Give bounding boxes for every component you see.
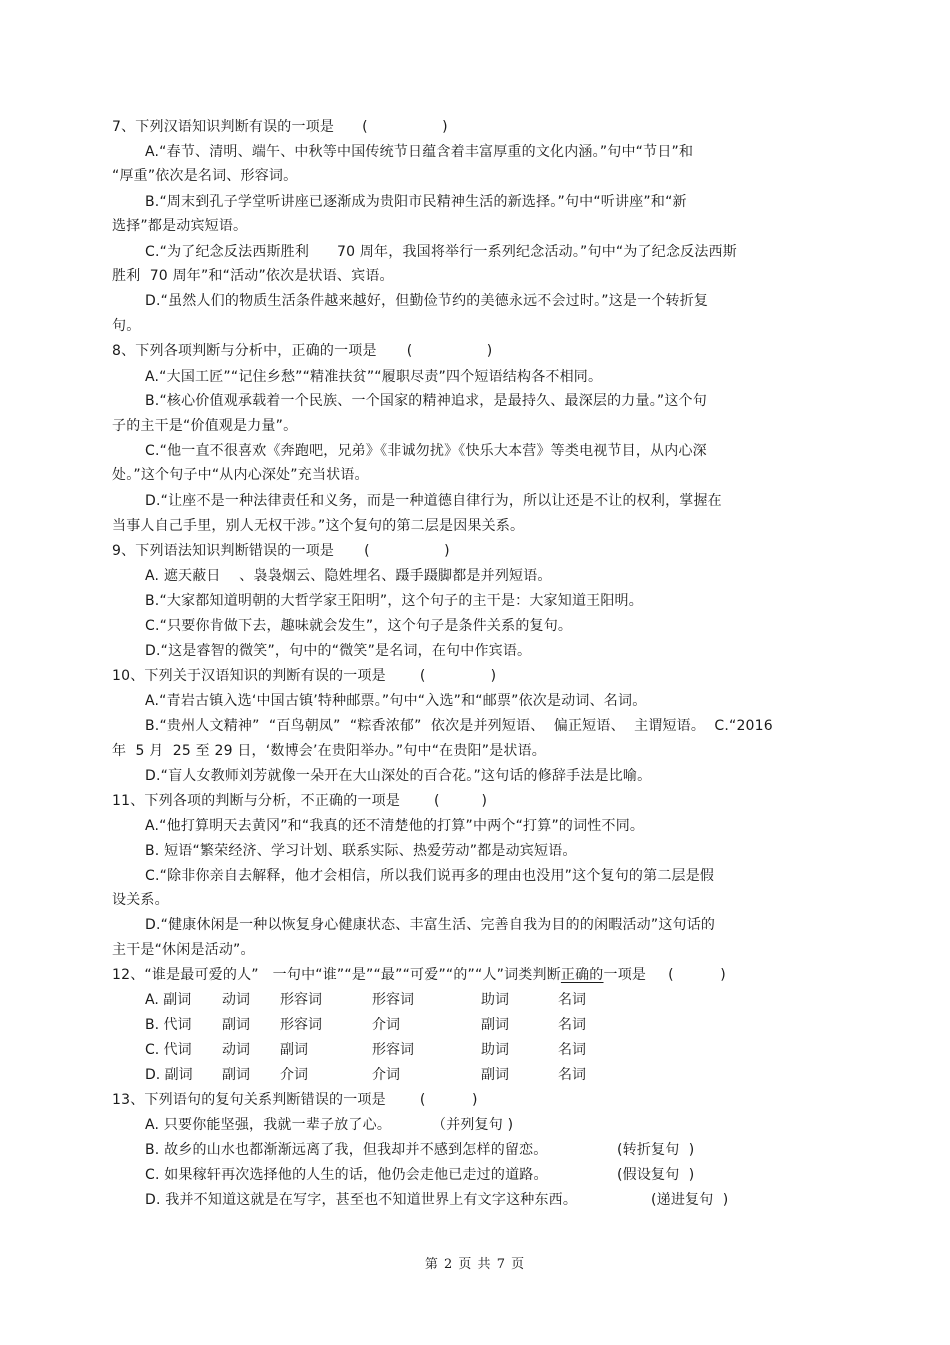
q7-answer-paren: ( )	[362, 119, 448, 135]
q12-b-col2: 副词	[222, 1017, 250, 1033]
q13-stem	[112, 1091, 478, 1109]
q13-option-b: B. 故乡的山水也都渐渐远离了我，但我却并不感到怎样的留恋。	[145, 1142, 548, 1158]
q12-c-col5: 助词	[481, 1042, 509, 1058]
page-number-footer: 第 2 页 共 7 页	[424, 1257, 526, 1272]
q7-option-c-cont: 胜利 70 周年”和“活动”依次是状语、宾语。	[112, 268, 394, 284]
q7-stem	[112, 118, 448, 136]
q13-option-c-tag: (假设复句 )	[617, 1167, 695, 1183]
q11-option-b: B. 短语“繁荣经济、学习计划、联系实际、热爱劳动”都是动宾短语。	[145, 843, 577, 859]
q9-option-a: A. 遮天蔽日 、袅袅烟云、隐姓埋名、蹑手蹑脚都是并列短语。	[145, 568, 552, 584]
q10-option-d: D.“盲人女教师刘芳就像一朵开在大山深处的百合花。”这句话的修辞手法是比喻。	[145, 768, 652, 784]
q11-option-d: D.“健康休闲是一种以恢复身心健康状态、丰富生活、完善自我为目的的闲暇活动”这句话的	[145, 917, 716, 933]
q12-stem-text: 12、“谁是最可爱的人” 一句中“谁”“是”“最”“可爱”“的”“人”词类判断	[112, 967, 561, 983]
q9-answer-paren: ( )	[364, 543, 450, 559]
q13-option-d: D. 我并不知道这就是在写字，甚至也不知道世界上有文字这种东西。	[145, 1192, 578, 1208]
q8-option-d: D.“让座不是一种法律责任和义务，而是一种道德自律行为，所以让还是不让的权利，掌握在	[145, 493, 722, 509]
q12-b-col3: 形容词	[280, 1017, 322, 1033]
q11-option-a: A.“他打算明天去黄冈”和“我真的还不清楚他的打算”中两个“打算”的词性不同。	[145, 818, 645, 834]
q7-option-a: A.“春节、清明、端午、中秋等中国传统节日蕴含着丰富厚重的文化内涵。”句中“节日”和	[145, 144, 694, 160]
q7-option-b: B.“周末到孔子学堂听讲座已逐渐成为贵阳市民精神生活的新选择。”句中“听讲座”和“新	[145, 194, 687, 210]
q7-option-d-cont: 句。	[112, 318, 141, 334]
q10-option-b: B.“贵州人文精神” “百鸟朝凤” “粽香浓郁” 依次是并列短语、 偏正短语、 主谓短语。 C.“2016	[145, 718, 773, 734]
q10-answer-paren: ( )	[419, 668, 497, 684]
q10-stem-text: 10、下列关于汉语知识的判断有误的一项是	[112, 668, 386, 684]
q10-option-a: A.“青岩古镇入选‘中国古镇’特种邮票。”句中“入选”和“邮票”依次是动词、名词。	[145, 693, 647, 709]
q10-stem	[112, 667, 496, 685]
q7-option-b-cont: 选择”都是动宾短语。	[112, 218, 248, 234]
q12-a-col5: 助词	[481, 992, 509, 1008]
q7-option-c: C.“为了纪念反法西斯胜利 70 周年，我国将举行一系列纪念活动。”句中“为了纪念反法西斯	[145, 244, 737, 260]
q12-stem	[112, 966, 726, 984]
q9-stem	[112, 542, 450, 560]
q12-a-col6: 名词	[558, 992, 586, 1008]
q12-b-col1: B. 代词	[145, 1017, 192, 1033]
q12-stem-tail: 一项是	[603, 967, 647, 983]
q12-d-col1: D. 副词	[145, 1067, 193, 1083]
q12-a-col4: 形容词	[372, 992, 414, 1008]
q12-c-col1: C. 代词	[145, 1042, 192, 1058]
q12-c-col3: 副词	[280, 1042, 308, 1058]
q8-answer-paren: ( )	[406, 343, 493, 359]
q11-option-d-cont: 主干是“休闲是活动”。	[112, 942, 255, 958]
q12-c-col6: 名词	[558, 1042, 586, 1058]
q13-stem-text: 13、下列语句的复句关系判断错误的一项是	[112, 1092, 386, 1108]
q8-option-a: A.“大国工匠”“记住乡愁”“精准扶贫”“履职尽责”四个短语结构各不相同。	[145, 369, 603, 385]
q11-stem-text: 11、下列各项的判断与分析，不正确的一项是	[112, 793, 401, 809]
q12-answer-paren: ( )	[668, 967, 726, 983]
q12-d-col6: 名词	[558, 1067, 586, 1083]
q8-option-b-cont: 子的主干是“价值观是力量”。	[112, 418, 298, 434]
q9-option-d: D.“这是睿智的微笑”，句中的“微笑”是名词，在句中作宾语。	[145, 643, 532, 659]
q12-d-col3: 介词	[280, 1067, 308, 1083]
q8-option-c: C.“他一直不很喜欢《奔跑吧，兄弟》《非诚勿扰》《快乐大本营》等类电视节目，从内心深	[145, 443, 707, 459]
q7-option-a-cont: “厚重”依次是名词、形容词。	[112, 168, 298, 184]
q8-option-b: B.“核心价值观承载着一个民族、一个国家的精神追求，是最持久、最深层的力量。”这个句	[145, 393, 707, 409]
q12-c-col4: 形容词	[372, 1042, 414, 1058]
q10-option-c: 年 5 月 25 至 29 日，‘数博会’在贵阳举办。”句中“在贵阳”是状语。	[112, 743, 546, 759]
q13-option-a-tag: （并列复句 )	[432, 1117, 514, 1133]
q7-option-d: D.“虽然人们的物质生活条件越来越好，但勤俭节约的美德永远不会过时。”这是一个转折复	[145, 293, 709, 309]
q9-option-c: C.“只要你肯做下去，趣味就会发生”，这个句子是条件关系的复句。	[145, 618, 573, 634]
q12-stem-underlined: 正确的	[560, 967, 604, 983]
q11-option-c-cont: 设关系。	[112, 892, 169, 908]
q12-b-col4: 介词	[372, 1017, 400, 1033]
q11-option-c: C.“除非你亲自去解释，他才会相信，所以我们说再多的理由也没用”这个复句的第二层是假	[145, 868, 715, 884]
q12-d-col5: 副词	[481, 1067, 509, 1083]
q12-b-col5: 副词	[481, 1017, 509, 1033]
q9-option-b: B.“大家都知道明朝的大哲学家王阳明”，这个句子的主干是：大家知道王阳明。	[145, 593, 643, 609]
q13-option-b-tag: (转折复句 )	[617, 1142, 695, 1158]
q7-stem-text: 7、下列汉语知识判断有误的一项是	[112, 119, 335, 135]
q12-a-col2: 动词	[222, 992, 250, 1008]
q12-d-col4: 介词	[372, 1067, 400, 1083]
q12-c-col2: 动词	[222, 1042, 250, 1058]
q11-answer-paren: ( )	[434, 793, 488, 809]
q13-option-d-tag: (递进复句 )	[651, 1192, 729, 1208]
q8-option-d-cont: 当事人自己手里，别人无权干涉。”这个复句的第二层是因果关系。	[112, 518, 525, 534]
q9-stem-text: 9、下列语法知识判断错误的一项是	[112, 543, 335, 559]
q8-stem-text: 8、下列各项判断与分析中，正确的一项是	[112, 343, 377, 359]
q13-option-c: C. 如果稼轩再次选择他的人生的话，他仍会走他已走过的道路。	[145, 1167, 548, 1183]
q12-a-col1: A. 副词	[145, 992, 192, 1008]
q12-a-col3: 形容词	[280, 992, 322, 1008]
q13-option-a: A. 只要你能坚强，我就一辈子放了心。	[145, 1117, 392, 1133]
q12-d-col2: 副词	[222, 1067, 250, 1083]
q8-stem	[112, 342, 492, 360]
q11-stem	[112, 792, 487, 810]
q8-option-c-cont: 处。”这个句子中“从内心深处”充当状语。	[112, 467, 369, 483]
q12-b-col6: 名词	[558, 1017, 586, 1033]
q13-answer-paren: ( )	[419, 1092, 478, 1108]
